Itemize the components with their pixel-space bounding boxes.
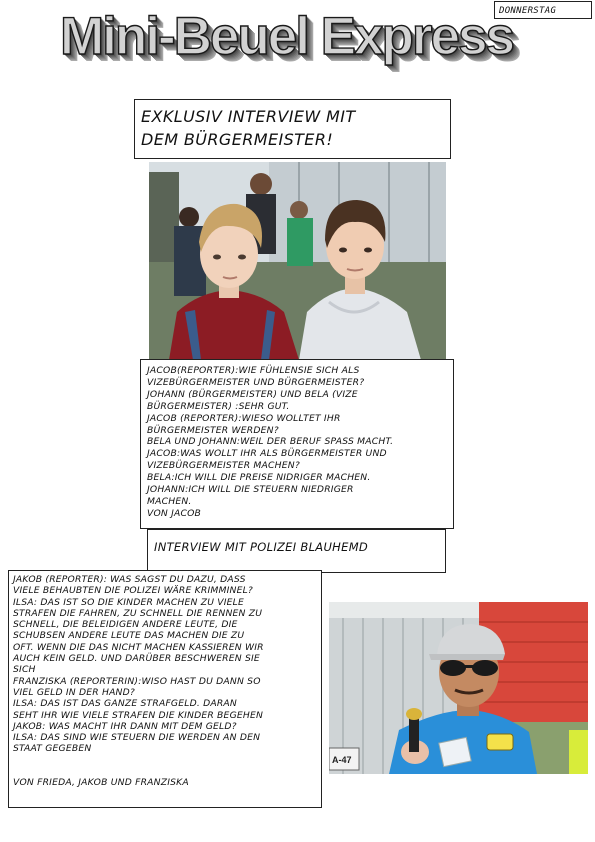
interview-line: JACOB(REPORTER):WIE FÜHLENSIE SICH ALS [147,365,360,376]
interview-line: JAKOB: WAS MACHT IHR DANN MIT DEM GELD? [13,720,237,732]
headline-box-police [147,529,446,573]
interview-signature: VON JACOB [147,507,202,519]
mayor-interview-text [140,359,454,529]
interview-line: FRANZISKA (REPORTERIN):WISO HAST DU DANN SO [13,675,261,687]
interview-line: VIELE BEHAUBTEN DIE POLIZEI WÄRE KRIMMINEL? [13,585,253,597]
headline-box-mayor [134,99,451,159]
interview-line: BÜRGERMEISTER WERDEN? [147,424,279,436]
interview-line: ILSA: DAS IST SO DIE KINDER MACHEN ZU VIELE [13,596,244,608]
police-officer-illustration [329,602,588,774]
interview-line: JAKOB (REPORTER): WAS SAGST DU DAZU, DASS [13,574,246,585]
interview-line: VIEL GELD IN DER HAND? [13,686,135,698]
interview-line: ILSA: DAS IST DAS GANZE STRAFGELD. DARAN [13,698,237,710]
interview-line: BELA UND JOHANN:WEIL DER BERUF SPASS MACHT. [147,436,394,448]
two-boys-illustration [149,162,446,360]
newspaper-masthead: Mini-Beuel Express [60,7,513,66]
interview-line: SCHNELL, DIE BELEIDIGEN ANDERE LEUTE, DIE [13,619,238,631]
interview-line: BELA:ICH WILL DIE PREISE NIDRIGER MACHEN. [147,472,371,484]
two-boys-photo [149,162,446,360]
interview-line: ILSA: DAS SIND WIE STEUERN DIE WERDEN AN DEN [13,732,261,744]
interview-line: STAAT GEGEBEN [13,743,92,755]
interview-line: MACHEN. [147,495,192,507]
interview-line: STRAFEN DIE FAHREN, ZU SCHNELL DIE RENNEN ZU [13,607,263,619]
interview-line: VIZEBÜRGERMEISTER UND BÜRGERMEISTER? [147,376,365,388]
interview-line: JACOB (REPORTER):WIESO WOLLTET IHR [147,412,341,424]
interview-line: JACOB:WAS WOLLT IHR ALS BÜRGERMEISTER UND [147,448,387,460]
headline-police: INTERVIEW MIT POLIZEI BLAUHEMD [154,540,369,554]
headline-line-2: DEM BÜRGERMEISTER! [141,130,334,149]
interview-line: VIZEBÜRGERMEISTER MACHEN? [147,460,300,472]
interview-line: SEHT IHR WIE VIELE STRAFEN DIE KINDER BEGEHEN [13,709,264,721]
interview-line: JOHANN (BÜRGERMEISTER) UND BELA (VIZE [147,388,358,400]
interview-signature: VON FRIEDA, JAKOB UND FRANZISKA [13,776,189,788]
interview-line: SICH [13,664,36,676]
interview-line: BÜRGERMEISTER) :SEHR GUT. [147,400,290,412]
interview-line: OFT. WENN DIE DAS NICHT MACHEN KASSIEREN WIR [13,641,264,653]
police-interview-text [8,570,322,808]
headline-line-1: EXKLUSIV INTERVIEW MIT [141,107,356,126]
wall-sign-text: A-47 [332,755,352,765]
interview-line: AUCH KEIN GELD. UND DARÜBER BESCHWEREN SIE [13,653,260,665]
police-officer-photo [329,602,588,774]
day-label: DONNERSTAG [494,1,592,19]
interview-line: JOHANN:ICH WILL DIE STEUERN NIEDRIGER [147,484,354,496]
interview-line: SCHUBSEN ANDERE LEUTE DAS MACHEN DIE ZU [13,630,245,642]
